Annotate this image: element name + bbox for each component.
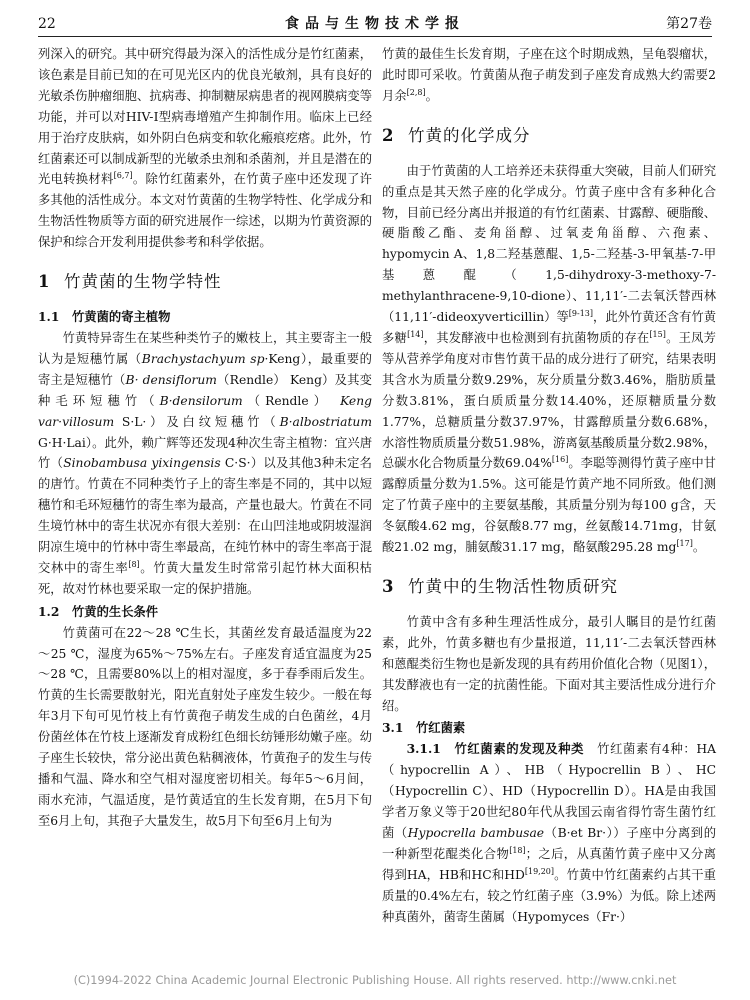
citation: [16] (551, 455, 569, 465)
continued-paragraph: 竹黄的最佳生长发育期，子座在这个时期成熟，呈龟裂瘤状，此时即可采收。竹黄菌从孢子萌发到子座发育成熟大约需要2月余[2,8]。 (382, 47, 716, 103)
citation: [14] (407, 329, 424, 339)
section-2-paragraph: 由于竹黄菌的人工培养还未获得重大突破，目前人们研究的重点是其天然子座的化学成分。竹黄子座中含有多种化合物，目前已经分离出并报道的有竹红菌素、甘露醇、硬脂酸、硬脂酸乙酯、麦角甾醇、过氧麦角甾醇、六孢素、hypomycin A、1,8二羟基蒽醌、1,5-二羟基-3-甲氧基-7-甲基蒽醌（1,5-dihydroxy-3-methoxy-7-methylanthracene-9,10-dione）、11,11′-二去氧沃替西林（11,11′-dideoxyverticillin）等[9-13]，此外竹黄还含有竹黄多糖[14]，其发酵液中也检测到有抗菌物质的存在[15]。王凤芳等从营养学角度对市售竹黄干品的成分进行了研究，结果表明其含水为质量分数9.29%，灰分质量分数3.46%，脂肪质量分数3.81%，蛋白质质量分数14.40%，还原糖质量分数1.77%，总糖质量分数37.97%，甘露醇质量分数6.68%，水溶性物质质量分数51.98%，游离氨基酸质量分数2.98%，总碳水化合物质量分数69.04%[16]。李聪等测得竹黄子座中甘露醇质量分数为1.5%。这可能是竹黄产地不同所致。他们测定了竹黄子座中的主要氨基酸，其质量分别为每100 g含，天冬氨酸4.62 mg，谷氨酸8.77 mg，丝氨酸14.71mg，甘氨酸21.02 mg，脯氨酸31.17 mg，酪氨酸295.28 mg[17]。 (382, 163, 716, 555)
citation: [15] (649, 329, 666, 339)
copyright-footer: (C)1994-2022 China Academic Journal Electronic Publishing House. All rights reserved. http://www.cnki.net (73, 974, 677, 987)
section-3-paragraph: 竹黄中含有多种生理活性成分，最引人瞩目的是竹红菌素，此外，竹黄多糖也有少量报道，11,11′-二去氧沃替西林和蒽醌类衍生物也是新发现的具有药用价值化合物（见图1），其发酵液也有一定的抗菌性能。下面对其主要活性成分进行介绍。 (382, 614, 716, 713)
citation: [6,7] (113, 171, 133, 181)
section-3-heading: 3 竹黄中的生物活性物质研究 (382, 576, 618, 596)
running-header (38, 14, 712, 37)
left-column (38, 44, 372, 832)
section-3-1-1-heading: 3.1.1 竹红菌素的发现及种类 (406, 741, 585, 757)
page-number: 22 (38, 16, 56, 32)
intro-paragraph: 列深入的研究。其中研究得最为深入的活性成分是竹红菌素，该色素是目前已知的在可见光区内的优良光敏剂，具有良好的光敏杀伤肿瘤细胞、抗病毒、抑制糖尿病患者的视网膜病变等功能，并可以对HIV-Ⅰ型病毒增殖产生抑制作用。临床上已经用于治疗皮肤病，如外阴白色病变和软化瘢痕疙瘩。此外，竹红菌素还可以制成新型的光敏杀虫剂和杀菌剂，并且是潜在的光电转换材料[6,7]。除竹红菌素外，在竹黄子座中还发现了许多其他的活性成分。本文对竹黄菌的生物学特性、化学成分和生物活性物质等方面的研究进展作一综述，以期为竹黄资源的保护和综合开发利用提供参考和科学依据。 (38, 47, 372, 250)
section-2-heading: 2 竹黄的化学成分 (382, 125, 531, 145)
journal-title: 食品与生物技术学报 (285, 16, 465, 32)
section-3-1-1-paragraph: 3.1.1 竹红菌素的发现及种类 竹红菌素有4种：HA（hypocrellin A）、HB（Hypocrellin B）、HC（Hypocrellin C）、HD（Hypocrellin D）。HA是由我国学者万象义等于20世纪80年代从我国云南省得竹寄生菌竹红菌（Hypocrella bambusae（B·et Br·））子座中分离到的一种新型花醌类化合物[18]；之后，从真菌竹黄子座中又分离得到HA，HB和HC和HD[19,20]。竹黄中竹红菌素约占其干重质量的0.4%左右，较之竹红菌子座（3.9%）为低。除上述两种真菌外，菌寄生菌属（Hypomyces（Fr·） (382, 741, 716, 924)
citation: [19,20] (524, 866, 555, 876)
section-1-2-heading: 1.2 竹黄的生长条件 (38, 603, 159, 619)
section-1-2-paragraph: 竹黄菌可在22～28 ℃生长，其菌丝发育最适温度为22～25 ℃，湿度为65%～75%左右。子座发育适宜温度为25～28 ℃，且需要80%以上的相对湿度，多于春季雨后发生。竹黄的生长需要散射光，阳光直射处子座发生较少。一般在每年3月下旬可见竹枝上有竹黄孢子萌发生成的白色菌丝，4月份菌丝体在竹枝上逐渐发育成粉红色细长纺锤形幼嫩子座。幼子座生长较快，常分泌出黄色粘稠液体，竹黄孢子的发生与传播和气温、降水和空气相对湿度密切相关。每年5～6月间，雨水充沛，气温适度，是竹黄适宜的生长发育期，在5月下旬至6月上旬，其孢子大量发生，故5月下旬至6月上旬为 (38, 625, 372, 828)
volume-label: 第27卷 (666, 16, 712, 32)
citation: [17] (676, 538, 693, 548)
citation: [8] (128, 559, 140, 569)
section-1-1-heading: 1.1 竹黄菌的寄主植物 (38, 309, 171, 325)
citation: [9-13] (568, 308, 594, 318)
right-column (382, 44, 716, 928)
citation: [18] (509, 845, 526, 855)
citation: [2,8] (406, 87, 426, 97)
section-1-1-paragraph: 竹黄特异寄生在某些种类竹子的嫩枝上，其主要寄主一般认为是短穗竹属（Brachystachyum sp·Keng），最重要的寄主是短穗竹（B· densiflorum（Rendle） Keng）及其变种毛环短穗竹（B·densilorum（Rendle） Keng var·villosum S·L·）及白纹短穗竹（B·albostriatum G·H·Lai）。此外，赖广辉等还发现4种次生寄主植物：宜兴唐竹（Sinobambusa yixingensis C·S·）以及其他3种未定名的唐竹。竹黄在不同种类竹子上的寄生率是不同的，其中以短穗竹和毛环短穗竹的寄生率为最高，产量也最大。竹黄在不同生境竹林中的寄生状况亦有很大差别：在山凹洼地或阴坡湿润阴凉生境中的竹林中寄生率最高，在纯竹林中的寄生率高于混交林中的寄生率[8]。竹黄大量发生时常常引起竹林大面积枯死，故对竹林也要采取一定的保护措施。 (38, 330, 372, 596)
section-3-1-heading: 3.1 竹红菌素 (382, 720, 466, 736)
section-1-heading: 1 竹黄菌的生物学特性 (38, 272, 222, 292)
